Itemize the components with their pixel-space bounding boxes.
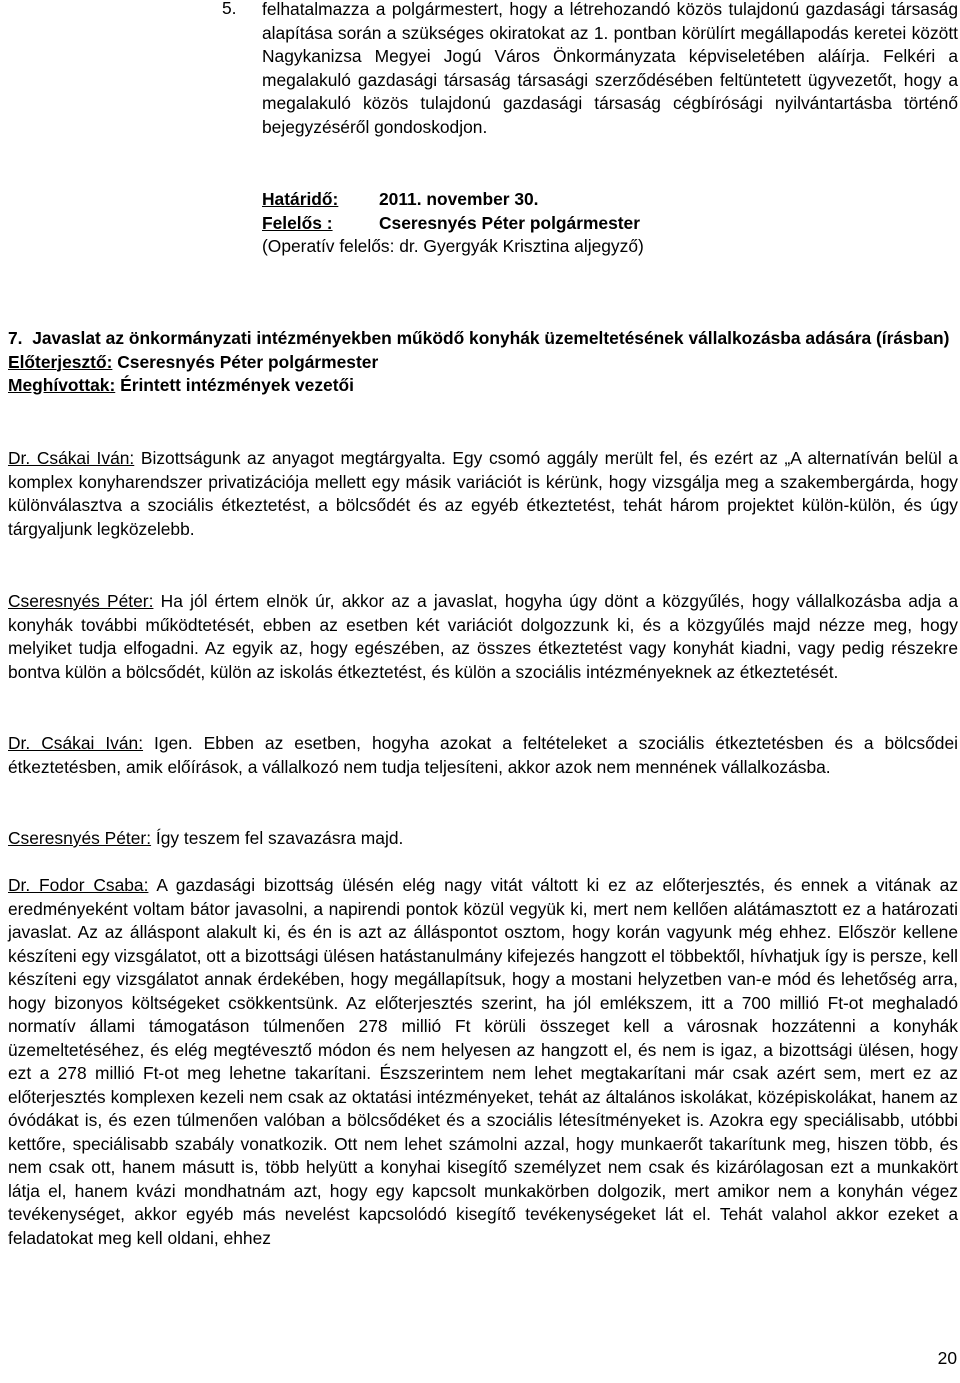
speaker-name: Cseresnyés Péter:	[8, 591, 154, 611]
agenda-item-7	[8, 327, 958, 398]
speech-paragraph	[8, 590, 958, 684]
invited-value: Érintett intézmények vezetői	[120, 375, 354, 395]
operative-responsible: (Operatív felelős: dr. Gyergyák Krisztina aljegyző)	[262, 236, 644, 256]
agenda-item-number: 7.	[8, 328, 23, 348]
speech-text: A gazdasági bizottság ülésén elég nagy vitát váltott ki ez az előterjesztés, és ennek a vitának az eredményeként voltam bátor javasolni, a napirendi pontok közül vegyük ki, mert nem kellően alátámasztott ez a határozati javaslat. Az az álláspont alakult ki, és én is azt az álláspontot osztom, hogy korán vagyunk még ehhez. Először kellene készíteni egy vizsgálatot, ott a bizottsági ülésen hatástanulmány kifejezés hangzott el többektől, hívhatjuk így is persze, kell készíteni egy vizsgálatot annak érdekében, hogy megállapítsuk, hogy a mostani helyzetben van-e mód és lehetőség arra, hogy bizonyos költségeket csökkentsünk. Az előterjesztés szerint, ha jól emlékszem, itt a 700 millió Ft-ot meghaladó normatív állami támogatáson túlmenően 278 millió Ft körüli összeget kell a városnak hozzátenni a konyhák üzemeltetéséhez, és elég megtévesztő módon és nem helyesen az hangzott el, és nem is igaz, a bizottsági ülésen, hogy ezt a 278 millió Ft-ot meg lehetne takarítani. Észszerintem nem lehet megtakarítani már csak azért sem, mert ez az előterjesztés komplexen kezeli nem csak az oktatási intézményeket, tehát az általános iskolákat, középiskolákat, hanem az óvódákat is, és ezen túlmenően valóban a bölcsődéket és a szociális létesítményeket is. Azokra egy speciálisabb, utóbbi kettőre, speciálisabb szabály vonatkozik. Ott nem lehet számolni azzal, hogy munkaerőt takarítunk meg, hiszen több, és nem csak ott, hanem másutt is, több helyütt a konyhai kisegítő személyzet nem csak és kizárólagosan ezt a munkakört látja el, hanem kvázi mondhatnám azt, hogy egy kapcsolt munkakörben dolgozik, mert amikor nem a konyhán végez tevékenységet, akkor egyéb más nevelést kapcsolódó kisegítő tevékenységeket lát el. Tehát valahol akkor ezeket a feladatokat meg kell oldani, ehhez	[8, 875, 959, 1248]
speaker-name: Dr. Csákai Iván:	[8, 733, 144, 753]
speech-paragraph	[8, 732, 958, 779]
agenda-item-title-text: Javaslat az önkormányzati intézményekben működő konyhák üzemeltetésének vállalkozásba adására (írásban)	[32, 328, 950, 348]
deadline-label: Határidő:	[262, 189, 339, 209]
responsible-value: Cseresnyés Péter polgármester	[379, 212, 640, 233]
list-item-5	[8, 0, 958, 139]
responsible-label: Felelős :	[262, 212, 333, 233]
invited-line	[8, 374, 958, 398]
presenter-line	[8, 351, 958, 375]
speech-paragraph	[8, 874, 958, 1250]
speech-text: Igen. Ebben az esetben, hogyha azokat a feltételeket a szociális étkeztetésben és a bölcsődei étkeztetésben, amik előírások, a vállalkozó nem tudja teljesíteni, akkor azok nem mennének vállalkozásba.	[8, 733, 958, 777]
invited-label: Meghívottak:	[8, 375, 116, 395]
list-item-text: felhatalmazza a polgármestert, hogy a létrehozandó közös tulajdonú gazdasági társaság alapítása során a szükséges okiratokat az 1. pontban körülírt megállapodás keretei között Nagykanizsa Megyei Jogú Város Önkormányzata képviseletében aláírja. Felkéri a megalakuló gazdasági társaság társasági szerződésében feltüntetett ügyvezetőt, hogy a megalakuló közös tulajdonú gazdasági társaság cégbírósági nyilvántartásba történő bejegyzéséről gondoskodjon.	[262, 0, 958, 137]
presenter-label: Előterjesztő:	[8, 351, 113, 372]
page-number: 20	[937, 1348, 957, 1368]
speech-text: Így teszem fel szavazásra majd.	[155, 828, 404, 848]
speech-text: Bizottságunk az anyagot megtárgyalta. Egy csomó aggály merült fel, és ezért az „A alternatíván belül a komplex konyharendszer privatizációja mellett egy másik variációt is kérünk, hogy vizsgálja meg a szakembergárda, hogy különválasztva a szociális étkeztetést, a bölcsődét és az egyéb étkeztetést, tehát három projektet külön-külön, és úgy tárgyaljunk legközelebb.	[8, 448, 958, 539]
speaker-name: Dr. Csákai Iván:	[8, 448, 135, 468]
speech-text: Ha jól értem elnök úr, akkor az a javaslat, hogyha úgy dönt a közgyűlés, hogy vállalkozásba adja a konyhák további működtetését, ebben az esetben két variációt dolgozzunk ki, és a közgyűlés majd nézze meg, hogy melyiket tudja elfogadni. Az egyik az, hogy egészében, az összes étkeztetést vagy konyhát kiadni, vagy pedig részekre bontva külön a bölcsődét, külön az iskolás étkeztetést, és külön a szociális intézményeknek az étkeztetését.	[8, 591, 958, 682]
presenter-value: Cseresnyés Péter polgármester	[117, 351, 379, 372]
deadline-value: 2011. november 30.	[379, 189, 539, 209]
deadline-block	[262, 188, 644, 259]
speech-paragraph	[8, 827, 958, 851]
agenda-item-title	[8, 327, 958, 351]
speaker-name: Cseresnyés Péter:	[8, 828, 152, 848]
speaker-name: Dr. Fodor Csaba:	[8, 875, 149, 895]
speech-paragraph	[8, 447, 958, 541]
list-item-number: 5.	[222, 0, 237, 18]
